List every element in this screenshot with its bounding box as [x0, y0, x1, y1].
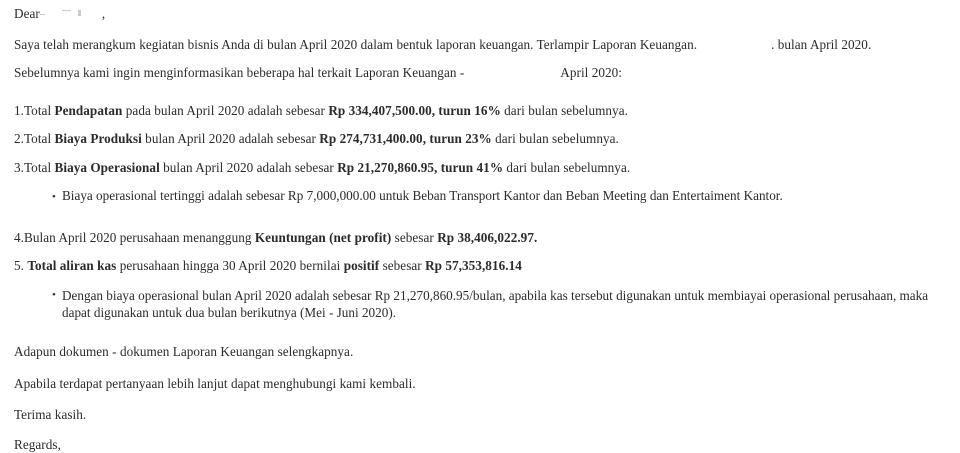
- bullet-point-icon: •: [52, 289, 56, 301]
- bullet-item-1: [52, 188, 783, 205]
- item-3-pre: Total: [24, 160, 55, 175]
- intro-p2-part2: April 2020:: [560, 65, 623, 80]
- closing-signoff: Regards,: [14, 437, 61, 452]
- bullet-point-icon: •: [52, 191, 56, 203]
- bullet-item-2: [52, 287, 960, 321]
- item-1-tail: dari bulan sebelumnya.: [500, 103, 628, 118]
- item-5-label: Total aliran kas: [27, 258, 117, 273]
- bullet-item-2-text: Dengan biaya operasional bulan April 2020 adalah sebesar Rp 21,270,860.95/bulan, apabila kas tersebut digunakan untuk membiayai operasional perusahaan, maka dapat digunakan untuk dua bulan berikutnya (Mei - Juni 2020).: [62, 288, 929, 320]
- list-item-3: [14, 160, 630, 176]
- item-4-pre: Bulan April 2020 perusahaan menanggung: [24, 230, 255, 245]
- closing-line-3: Terima kasih.: [14, 407, 87, 422]
- salutation-comma: ,: [101, 6, 106, 21]
- item-4-mid: sebesar: [391, 230, 438, 245]
- intro-paragraph-1: [14, 37, 871, 53]
- intro-p1-part2: . bulan April 2020.: [771, 37, 872, 52]
- item-1-pre: Total: [24, 103, 55, 118]
- list-item-2: [14, 131, 619, 147]
- item-1-label: Pendapatan: [54, 103, 123, 118]
- closing-line-2: Apabila terdapat pertanyaan lebih lanjut dapat menghubungi kami kembali.: [14, 376, 416, 391]
- item-1-mid: pada bulan April 2020 adalah sebesar: [122, 103, 329, 118]
- list-item-1: [14, 103, 628, 119]
- redaction-speck: [62, 10, 71, 11]
- intro-p1-sep: .: [693, 37, 698, 52]
- item-5-status: positif: [343, 258, 380, 273]
- item-2-amount: Rp 274,731,400.00, turun 23%: [319, 131, 492, 146]
- intro-p2-part1: Sebelumnya kami ingin menginformasikan beberapa hal terkait Laporan Keuangan -: [14, 65, 465, 80]
- item-3-number: 3.: [14, 160, 24, 175]
- salutation-greeting: Dear: [14, 6, 40, 21]
- redaction-speck: [40, 14, 45, 15]
- item-5-number: 5.: [14, 258, 24, 273]
- item-3-mid: bulan April 2020 adalah sebesar: [159, 160, 338, 175]
- bullet-item-1-text: Biaya operasional tertinggi adalah sebesar Rp 7,000,000.00 untuk Beban Transport Kantor dan Beban Meeting dan Entertaiment Kantor.: [62, 188, 783, 203]
- item-5-mid-2: sebesar: [379, 258, 426, 273]
- item-4-number: 4.: [14, 230, 24, 245]
- item-2-pre: Total: [24, 131, 55, 146]
- item-5-mid-1: perusahaan hingga 30 April 2020 bernilai: [116, 258, 344, 273]
- item-2-label: Biaya Produksi: [54, 131, 142, 146]
- item-2-number: 2.: [14, 131, 24, 146]
- item-3-tail: dari bulan sebelumnya.: [503, 160, 631, 175]
- item-3-label: Biaya Operasional: [54, 160, 160, 175]
- item-3-amount: Rp 21,270,860.95, turun 41%: [337, 160, 504, 175]
- list-item-5: [14, 258, 522, 274]
- item-1-number: 1.: [14, 103, 24, 118]
- intro-paragraph-2: [14, 65, 622, 81]
- redaction-speck: [78, 10, 81, 16]
- item-1-amount: Rp 334,407,500.00, turun 16%: [328, 103, 501, 118]
- closing-line-1: Adapun dokumen - dokumen Laporan Keuangan selengkapnya.: [14, 344, 354, 359]
- salutation: [14, 6, 105, 22]
- intro-p1-part1: Saya telah merangkum kegiatan bisnis Anda di bulan April 2020 dalam bentuk laporan keuangan. Terlampir Laporan Keuangan: [14, 37, 694, 52]
- item-2-tail: dari bulan sebelumnya.: [491, 131, 619, 146]
- item-4-amount: Rp 38,406,022.97.: [437, 230, 538, 245]
- item-5-amount: Rp 57,353,816.14: [425, 258, 522, 273]
- item-2-mid: bulan April 2020 adalah sebesar: [141, 131, 320, 146]
- item-4-label: Keuntungan (net profit): [254, 230, 392, 245]
- list-item-4: [14, 230, 537, 246]
